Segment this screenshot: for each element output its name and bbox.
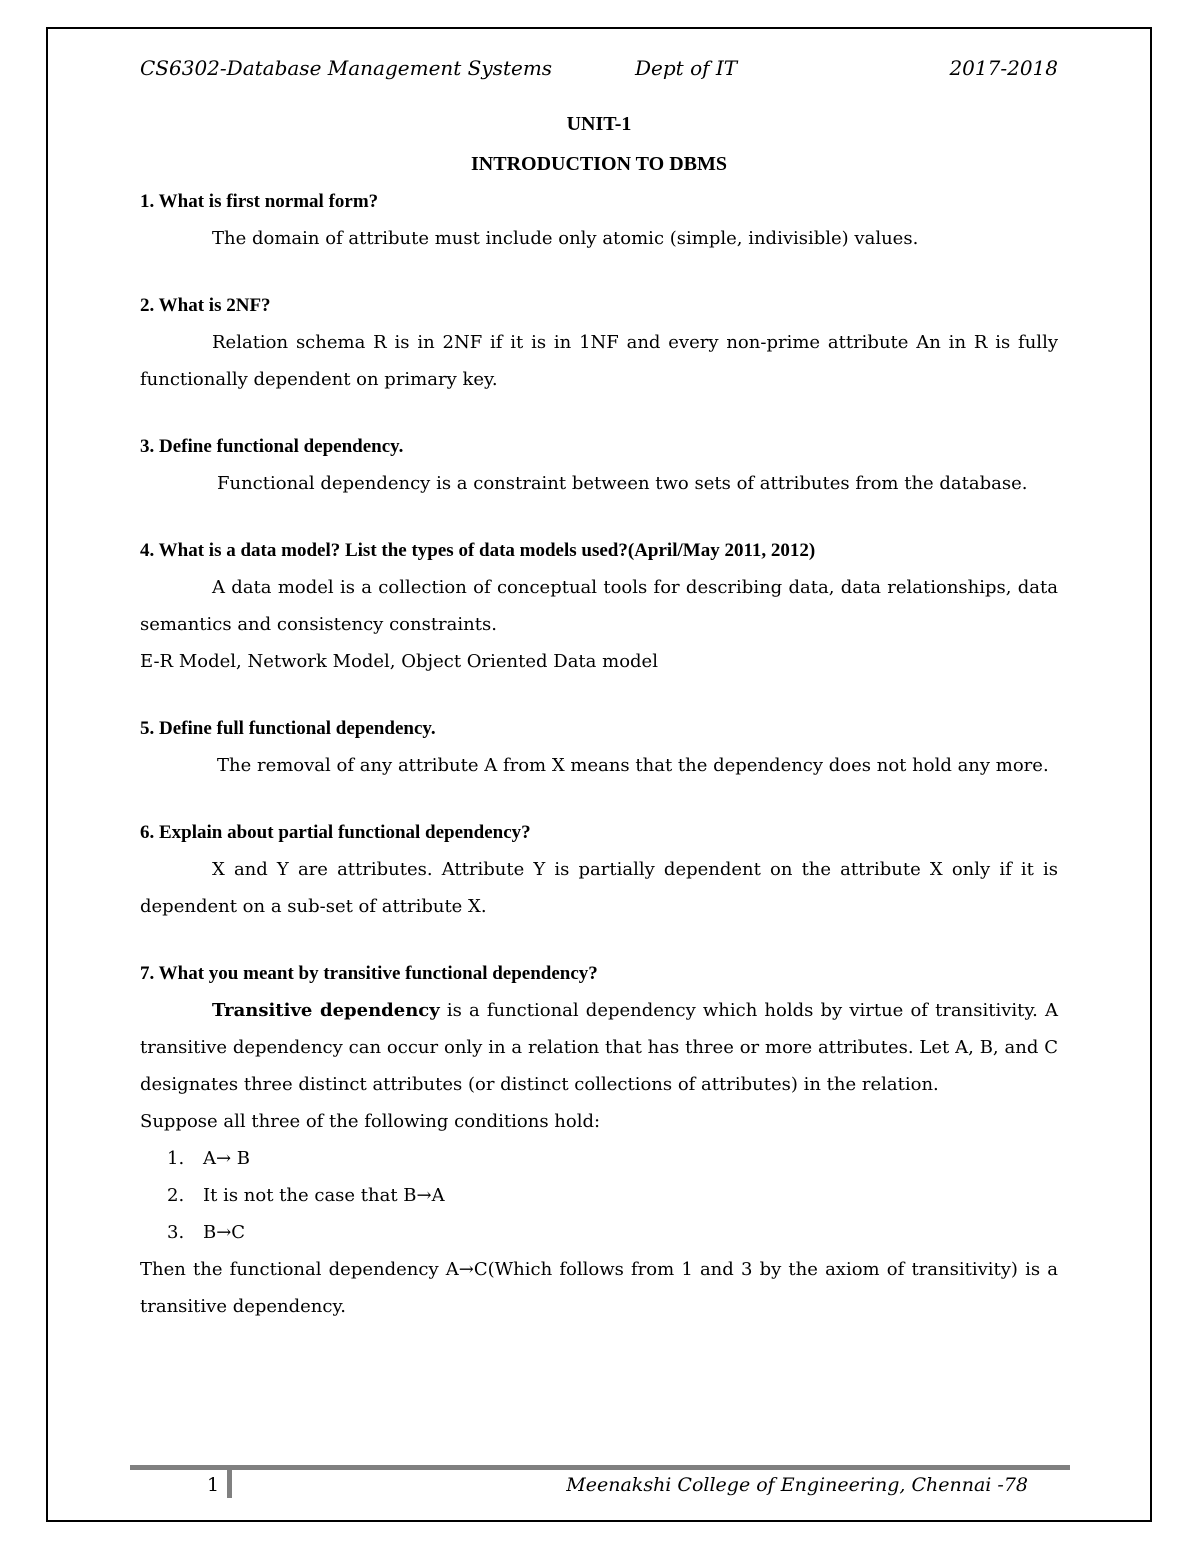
footer-rule [130, 1465, 1070, 1470]
answer-5: The removal of any attribute A from X means that the dependency does not hold any more. [217, 755, 1049, 776]
unit-subtitle: INTRODUCTION TO DBMS [471, 153, 727, 175]
answer-2: Relation schema R is in 2NF if it is in 1NF and every non-prime attribute An in R is fully functionally dependent on primary key. [140, 332, 1058, 390]
conditions-list [140, 1140, 1058, 1251]
answer-4: A data model is a collection of conceptual tools for describing data, data relationships, data semantics and consistency constraints. [140, 577, 1058, 635]
answer-4-models: E-R Model, Network Model, Object Oriented Data model [140, 651, 658, 672]
question-3: 3. Define functional dependency. [140, 436, 404, 457]
answer-6: X and Y are attributes. Attribute Y is partially dependent on the attribute X only if it is dependent on a sub-set of attribute X. [140, 859, 1058, 917]
page-header [140, 56, 1058, 86]
answer-7-term: Transitive dependency [212, 1000, 440, 1021]
question-1: 1. What is first normal form? [140, 191, 379, 212]
footer-divider [227, 1470, 232, 1498]
header-dept: Dept of IT [635, 56, 738, 80]
conclusion: Then the functional dependency A→C(Which follows from 1 and 3 by the axiom of transitivity) is a transitive dependency. [140, 1259, 1058, 1317]
header-year: 2017-2018 [949, 56, 1058, 80]
answer-7-text: is a functional dependency which holds by virtue of transitivity. A transitive dependency can occur only in a relation that has three or more attributes. Let A, B, and C designates three distinct attributes (or distinct collections of attributes) in the relation. [140, 1000, 1059, 1095]
list-item: 2. It is not the case that B→A [167, 1185, 445, 1206]
question-6: 6. Explain about partial functional dependency? [140, 822, 531, 843]
question-2: 2. What is 2NF? [140, 295, 271, 316]
answer-3: Functional dependency is a constraint between two sets of attributes from the database. [217, 473, 1028, 494]
question-4: 4. What is a data model? List the types of data models used?(April/May 2011, 2012) [140, 540, 816, 561]
page-content [140, 110, 1058, 1325]
unit-title: UNIT-1 [566, 113, 632, 135]
list-item: 1. A→ B [167, 1148, 251, 1169]
question-5: 5. Define full functional dependency. [140, 718, 436, 739]
list-item: 3. B→C [167, 1222, 246, 1243]
answer-7 [140, 992, 1058, 1103]
answer-1: The domain of attribute must include only atomic (simple, indivisible) values. [212, 228, 919, 249]
conditions-intro: Suppose all three of the following conditions hold: [140, 1111, 601, 1132]
footer-college: Meenakshi College of Engineering, Chennai -78 [566, 1474, 1028, 1496]
question-7: 7. What you meant by transitive functional dependency? [140, 963, 598, 984]
page-number: 1 [207, 1474, 220, 1496]
header-course: CS6302-Database Management Systems [140, 56, 553, 80]
